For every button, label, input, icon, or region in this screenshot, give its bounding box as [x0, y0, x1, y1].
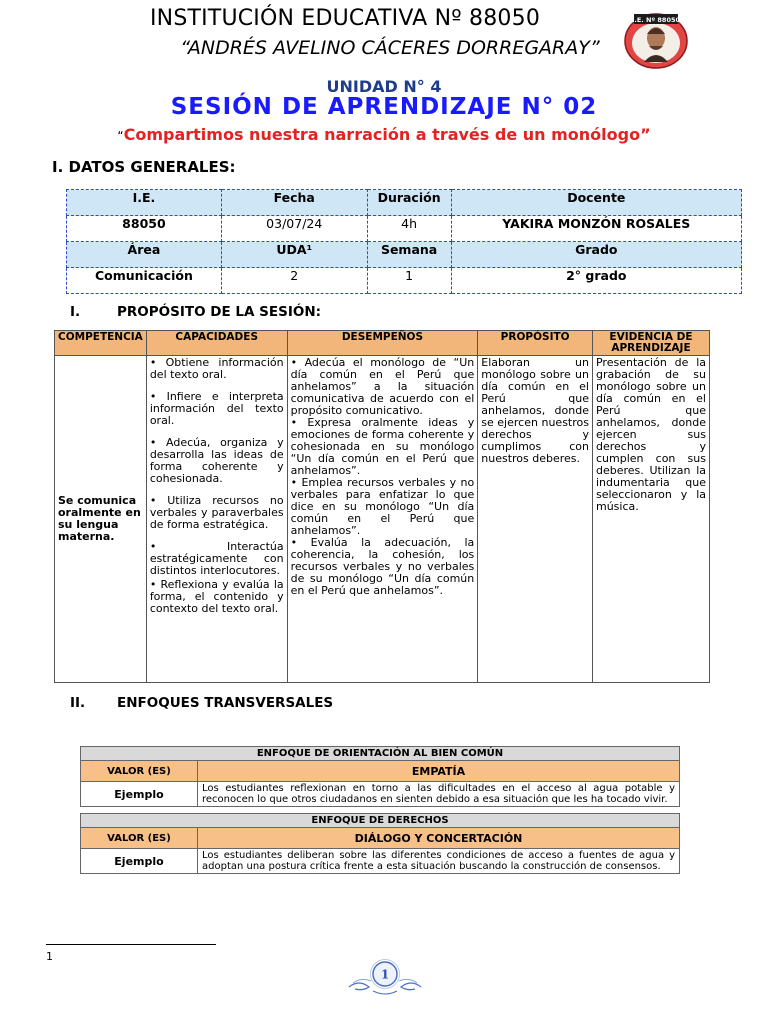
proposito-table [54, 330, 710, 683]
table-row [67, 242, 742, 268]
duracion-value: 4h [367, 216, 451, 242]
list-item: • Obtiene información del texto oral. [149, 356, 284, 381]
page-number: 1 [380, 967, 390, 982]
theme-open-quote: “ [117, 129, 124, 143]
table-row [55, 331, 710, 356]
header-cell: CAPACIDADES [146, 331, 287, 356]
grado-value: 2° grado [451, 268, 741, 294]
list-item: • Adecúa, organiza y desarrolla las ideas de forma coherente y cohesionada. [149, 436, 284, 485]
table-row [81, 849, 680, 874]
section-proposito [70, 304, 321, 320]
list-item: • Reflexiona y evalúa la forma, el contenido y contexto del texto oral. [149, 578, 284, 615]
list-item: • Utiliza recursos no verbales y paraverbales de forma estratégica. [149, 494, 284, 531]
header-cell: COMPETENCIA [55, 331, 147, 356]
valor-label: VALOR (ES) [81, 828, 198, 849]
list-item: • Adecúa el monólogo de “Un día común en el Perú que anhelamos” a la situación comunicativa de acuerdo con el propósito comunicativo. [290, 356, 475, 417]
competencia-cell: Se comunica oralmente en su lengua materna. [55, 356, 147, 683]
table-row [67, 216, 742, 242]
ejemplo-label: Ejemplo [81, 782, 198, 807]
theme-text: Compartimos nuestra narración a través de un monólogo” [123, 125, 651, 144]
proposito-cell: Elaboran un monólogo sobre un día común en el Perú que anhelamos, donde se ejercen nuestros derechos y cumplimos con nuestros deberes. [478, 356, 593, 683]
section-number: I. [70, 304, 81, 320]
enfoque-title: ENFOQUE DE DERECHOS [81, 814, 680, 828]
list-item: • Emplea recursos verbales y no verbales para enfatizar lo que dice en su monólogo “Un día común en el Perú que anhelamos”. [290, 476, 475, 537]
semana-value: 1 [367, 268, 451, 294]
enfoque-bien-comun-table [80, 746, 680, 807]
ejemplo-label: Ejemplo [81, 849, 198, 874]
header-cell: UDA¹ [221, 242, 367, 268]
uda-value: 2 [221, 268, 367, 294]
page-number-badge [345, 957, 425, 997]
ejemplo-text: Los estudiantes deliberan sobre las diferentes condiciones de acceso a fuentes de agua y adoptan una postura crítica frente a esta situación buscando la construcción de consensos. [198, 849, 680, 874]
datos-generales-table [66, 189, 742, 294]
table-row [55, 356, 710, 683]
fecha-value: 03/07/24 [221, 216, 367, 242]
table-row [81, 828, 680, 849]
valor-value: EMPATÍA [198, 761, 680, 782]
header-cell: PROPÓSITO [478, 331, 593, 356]
header-cell: Grado [451, 242, 741, 268]
session-theme [0, 125, 768, 144]
institution-title: INSTITUCIÓN EDUCATIVA Nº 88050 [149, 6, 541, 31]
unit-number: UNIDAD N° 4 [326, 77, 442, 96]
table-row [67, 268, 742, 294]
header-cell: Semana [367, 242, 451, 268]
list-item: • Evalúa la adecuación, la coherencia, la cohesión, los recursos verbales y no verbales de su monólogo “Un día común en el Perú que anhelamos”. [290, 536, 475, 597]
table-row [81, 761, 680, 782]
evidencia-cell: Presentación de la grabación de su monólogo sobre un día común en el Perú que anhelamos, donde ejercen sus derechos y cumplen con sus deberes. Utilizan la indumentaria que seleccionaron y la música. [592, 356, 709, 683]
header-cell: Duración [367, 190, 451, 216]
header-cell: I.E. [67, 190, 222, 216]
table-row [67, 190, 742, 216]
section-datos-generales: I. DATOS GENERALES: [52, 158, 236, 176]
header-cell: Área [67, 242, 222, 268]
section-number: II. [70, 695, 86, 711]
footnote: 1 [46, 950, 53, 963]
footnote-divider [46, 944, 216, 945]
school-logo [624, 10, 688, 70]
list-item: • Expresa oralmente ideas y emociones de forma coherente y cohesionada en su monólogo “Un día común en el Perú que anhelamos”. [290, 416, 475, 477]
section-title: ENFOQUES TRANSVERSALES [117, 695, 334, 711]
header-cell: Docente [451, 190, 741, 216]
docente-value: YAKIRA MONZÓN ROSALES [451, 216, 741, 242]
logo-text: I.E. Nº 88050 [631, 16, 681, 24]
table-row [81, 782, 680, 807]
desempenos-cell [287, 356, 478, 683]
section-title: PROPÓSITO DE LA SESIÓN: [117, 304, 322, 320]
institution-name: “ANDRÉS AVELINO CÁCERES DORREGARAY” [180, 37, 600, 59]
valor-value: DIÁLOGO Y CONCERTACIÓN [198, 828, 680, 849]
enfoque-derechos-table [80, 813, 680, 874]
header-cell: Fecha [221, 190, 367, 216]
valor-label: VALOR (ES) [81, 761, 198, 782]
header-cell: EVIDENCIA DE APRENDIZAJE [592, 331, 709, 356]
ie-value: 88050 [67, 216, 222, 242]
list-item: • Infiere e interpreta información del texto oral. [149, 390, 284, 427]
table-row [81, 747, 680, 761]
ejemplo-text: Los estudiantes reflexionan en torno a las dificultades en el acceso al agua potable y reconocen lo que otros ciudadanos en sienten debido a esa situación que les ha tocado vivir. [198, 782, 680, 807]
table-row [81, 814, 680, 828]
capacidades-cell [146, 356, 287, 683]
area-value: Comunicación [67, 268, 222, 294]
header-cell: DESEMPEÑOS [287, 331, 478, 356]
list-item: • Interactúa estratégicamente con distintos interlocutores. [149, 540, 284, 577]
enfoque-title: ENFOQUE DE ORIENTACIÓN AL BIEN COMÚN [81, 747, 680, 761]
section-enfoques [70, 695, 333, 711]
session-title: SESIÓN DE APRENDIZAJE N° 02 [170, 94, 598, 120]
